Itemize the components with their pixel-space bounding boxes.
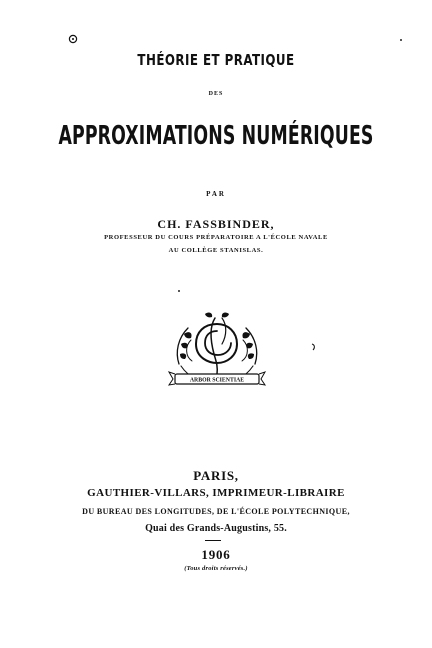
rights-notice: (Tous droits réservés.) <box>184 565 248 572</box>
author-name: CH. FASSBINDER, <box>157 217 275 231</box>
author-affiliation: AU COLLÈGE STANISLAS. <box>168 247 264 254</box>
title-connector: DES <box>208 91 224 97</box>
publication-city: PARIS, <box>193 468 239 483</box>
publication-year: 1906 <box>201 547 231 562</box>
print-dot <box>178 290 180 292</box>
publisher-emblem-icon <box>161 306 273 390</box>
author-position: PROFESSEUR DU COURS PRÉPARATOIRE A L'ÉCOLE NAVALE <box>104 234 328 241</box>
emblem-ribbon-text: ARBOR SCIENTIAE <box>189 377 245 384</box>
publisher-address: Quai des Grands-Augustins, 55. <box>145 523 287 534</box>
circle-mark-icon <box>68 34 78 44</box>
title-line-1: THÉORIE ET PRATIQUE <box>137 51 295 69</box>
print-dot <box>400 39 402 41</box>
publisher-name: GAUTHIER-VILLARS, IMPRIMEUR-LIBRAIRE <box>87 487 345 499</box>
flourish-mark-icon <box>311 343 317 351</box>
author-intro: PAR <box>206 190 226 198</box>
main-title: APPROXIMATIONS NUMÉRIQUES <box>58 121 374 151</box>
publisher-details: DU BUREAU DES LONGITUDES, DE L'ÉCOLE POLYTECHNIQUE, <box>82 507 350 516</box>
divider-line <box>205 540 221 541</box>
